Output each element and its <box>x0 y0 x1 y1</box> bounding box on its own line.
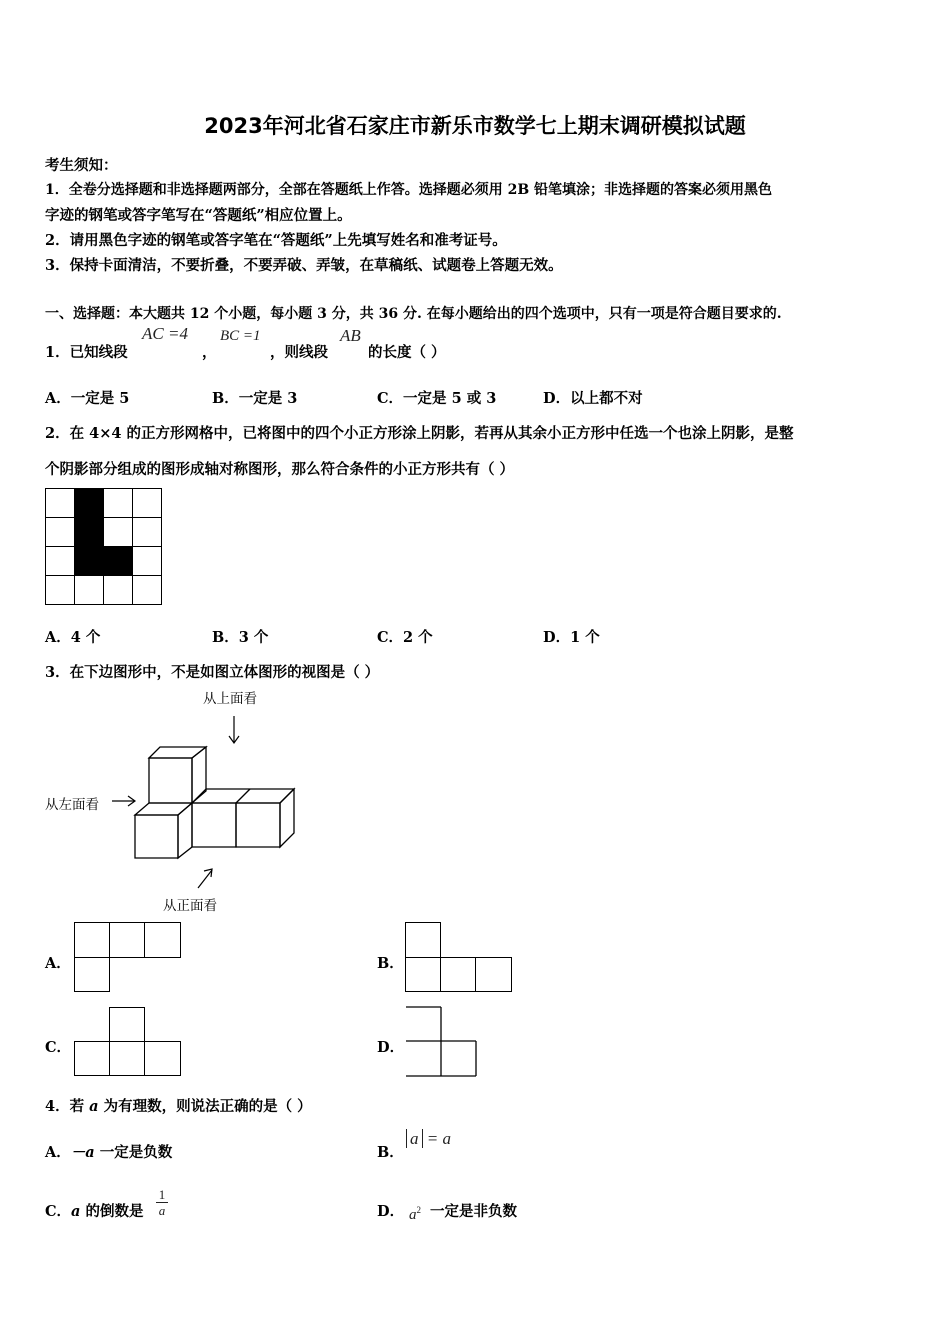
notice-heading: 考生须知： <box>45 157 118 174</box>
q1-option-a[interactable]: A．一定是 5 <box>45 390 130 407</box>
q3-text: 3．在下边图形中，不是如图立体图形的视图是（ ） <box>45 664 380 681</box>
q2-option-b[interactable]: B．3 个 <box>212 629 269 646</box>
notice-line-2: 字迹的钢笔或答字笔写在“答题纸”相应位置上。 <box>45 207 352 224</box>
q4-option-d-text: 一定是非负数 <box>430 1203 517 1220</box>
q4-option-c[interactable]: C．a 的倒数是 <box>45 1203 144 1220</box>
notice-line-4: 3．保持卡面清洁，不要折叠，不要弄破、弄皱，在草稿纸、试题卷上答题无效。 <box>45 257 563 274</box>
page-title: 2023年河北省石家庄市新乐市数学七上期末调研模拟试题 <box>204 114 746 138</box>
section-heading: 一、选择题：本大题共 12 个小题，每小题 3 分，共 36 分. 在每小题给出的四个选项中，只有一项是符合题目要求的. <box>45 306 782 322</box>
q1-mid: ，则线段 <box>270 344 328 361</box>
q2-option-c[interactable]: C．2 个 <box>377 629 433 646</box>
q2-grid-figure <box>45 488 162 605</box>
q2-line-1: 2．在 4×4 的正方形网格中，已将图中的四个小正方形涂上阴影，若再从其余小正方形中任选一个也涂上阴影，是整 <box>45 425 794 442</box>
q1-suffix: 的长度（ ） <box>368 344 446 361</box>
q2-line-2: 个阴影部分组成的图形成轴对称图形，那么符合条件的小正方形共有（ ） <box>45 461 515 478</box>
q1-option-c[interactable]: C．一定是 5 或 3 <box>377 390 497 407</box>
q1-bc: BC =1 <box>220 328 261 344</box>
q3-view-front-label: 从正面看 <box>163 898 217 914</box>
q3-view-left-label: 从左面看 <box>45 797 99 813</box>
q1-ac: AC =4 <box>142 324 188 343</box>
q3-view-top-label: 从上面看 <box>203 691 257 707</box>
q3-option-d-figure[interactable] <box>405 1006 479 1078</box>
q3-option-a-label[interactable]: A． <box>45 955 71 972</box>
q3-option-c-label[interactable]: C． <box>45 1039 72 1056</box>
q3-view-arrows <box>100 712 250 902</box>
q3-option-b-label[interactable]: B． <box>377 955 404 972</box>
notice-line-1: 1．全卷分选择题和非选择题两部分，全部在答题纸上作答。选择题必须用 2B 铅笔填涂；非选择题的答案必须用黑色 <box>45 182 773 198</box>
q3-option-d-label[interactable]: D． <box>377 1039 405 1056</box>
q4-option-b-label[interactable]: B． <box>377 1144 404 1161</box>
notice-line-3: 2．请用黑色字迹的钢笔或答字笔在“答题纸”上先填写姓名和准考证号。 <box>45 232 507 249</box>
q2-option-d[interactable]: D．1 个 <box>543 629 600 646</box>
q1-option-d[interactable]: D．以上都不对 <box>543 390 643 407</box>
q4-option-a[interactable]: A．－a 一定是负数 <box>45 1144 173 1161</box>
q1-comma: ， <box>202 344 217 361</box>
q4-question: 4．若 a 为有理数，则说法正确的是（ ） <box>45 1098 312 1115</box>
q4-option-d-label[interactable]: D． <box>377 1203 405 1220</box>
q2-option-a[interactable]: A．4 个 <box>45 629 101 646</box>
q1-prefix: 1．已知线段 <box>45 344 128 361</box>
q1-ab: AB <box>340 326 361 345</box>
q4-option-c-fraction: 1 a <box>156 1187 168 1218</box>
q4-option-b-expr: a = a <box>406 1129 451 1149</box>
q1-option-b[interactable]: B．一定是 3 <box>212 390 298 407</box>
q4-option-d-power: $a^2$ <box>409 1205 421 1223</box>
